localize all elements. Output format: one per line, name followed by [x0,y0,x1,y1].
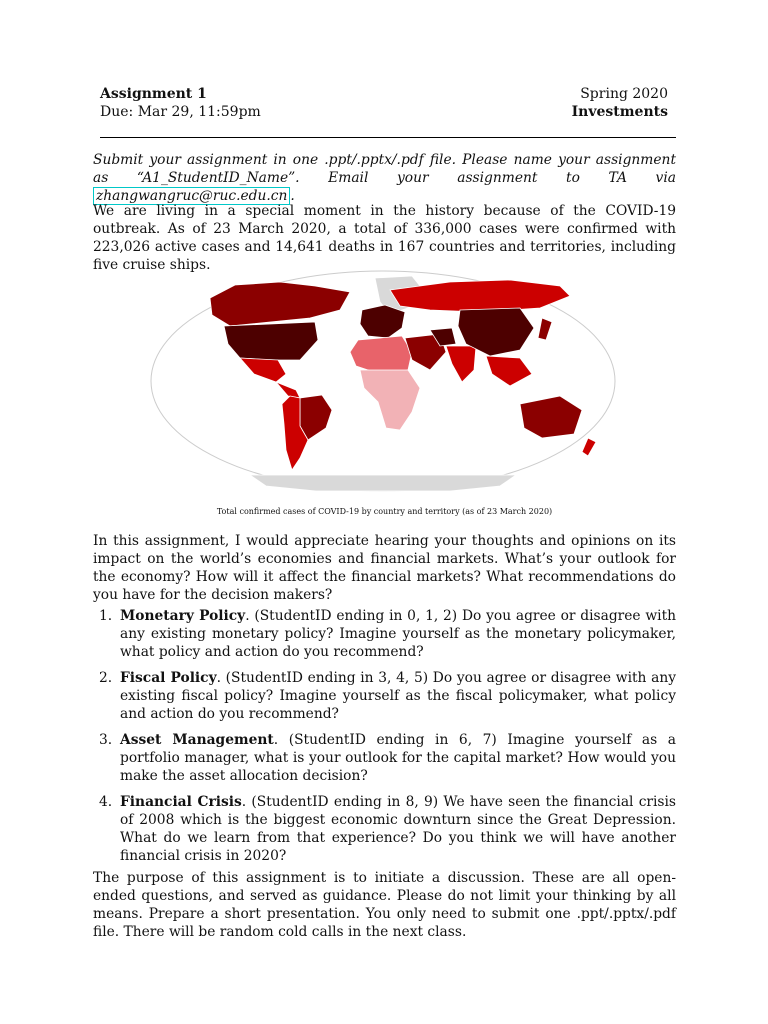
item-number: 3. [99,732,113,748]
header-divider [100,137,676,138]
term: Spring 2020 [580,86,668,102]
due-date: Due: Mar 29, 11:59pm [100,104,261,120]
new-zealand-shape [582,438,596,456]
antarctica-shape [250,475,516,491]
list-item [93,731,676,785]
item-text: . (StudentID ending in 0, 1, 2) Do you agree or disagree with any existing monetary policy? Imagine yourself as the monetary policymaker, what policy and action do you recommend? [120,608,677,660]
instructions-text: Submit your assignment in one .ppt/.pptx/.pdf file. Please name your assignment as “A1_StudentID_Name”. Email your assignment to TA via [93,152,676,186]
figure-caption: Total confirmed cases of COVID-19 by country and territory (as of 23 March 2020) [216,507,553,516]
list-item [93,607,676,661]
assignment-title: Assignment 1 [100,86,207,102]
item-number: 2. [99,670,113,686]
covid-world-map [150,270,616,492]
course-name: Investments [571,104,668,120]
item-number: 1. [99,608,113,624]
header-left [100,85,261,121]
body-paragraph: In this assignment, I would appreciate hearing your thoughts and opinions on its impact on the world’s economies and financial markets. What’s your outlook for the economy? How will it affect the financial markets? What recommendations do you have for the decision makers? [93,533,676,603]
item-title: Asset Management [120,732,274,748]
item-text: . (StudentID ending in 6, 7) Imagine yourself as a portfolio manager, what is your outlook for the capital market? How would you make the asset allocation decision? [120,732,676,784]
item-text: . (StudentID ending in 8, 9) We have seen the financial crisis of 2008 which is the biggest economic downturn since the Great Depression. What do we learn from that experience? Do you think we will have another financial crisis in 2020? [120,794,676,864]
list-item [93,793,676,865]
item-title: Financial Crisis [120,794,242,810]
topic-list [93,607,676,873]
ta-email-link[interactable]: zhangwangruc@ruc.edu.cn [93,187,290,205]
item-text: . (StudentID ending in 3, 4, 5) Do you agree or disagree with any existing fiscal policy? Imagine yourself as the fiscal policymaker, what policy and action do you recommend? [120,670,677,722]
usa-shape [224,322,318,360]
item-title: Monetary Policy [120,608,246,624]
instructions-end: . [290,188,295,204]
item-number: 4. [99,794,113,810]
list-item [93,669,676,723]
submission-instructions [93,151,676,205]
header-right [572,85,668,121]
intro-paragraph: We are living in a special moment in the history because of the COVID-19 outbreak. As of 23 March 2020, a total of 336,000 cases were confirmed with 223,026 active cases and 14,641 deaths in 167 countries and territories, including five cruise ships. [93,203,676,273]
closing-paragraph: The purpose of this assignment is to initiate a discussion. These are all open-ended questions, and served as guidance. Please do not limit your thinking by all means. Prepare a short presentation. You only need to submit one .ppt/.pptx/.pdf file. There will be random cold calls in the next class. [93,870,676,940]
world-map-svg [150,270,616,492]
item-title: Fiscal Policy [120,670,217,686]
